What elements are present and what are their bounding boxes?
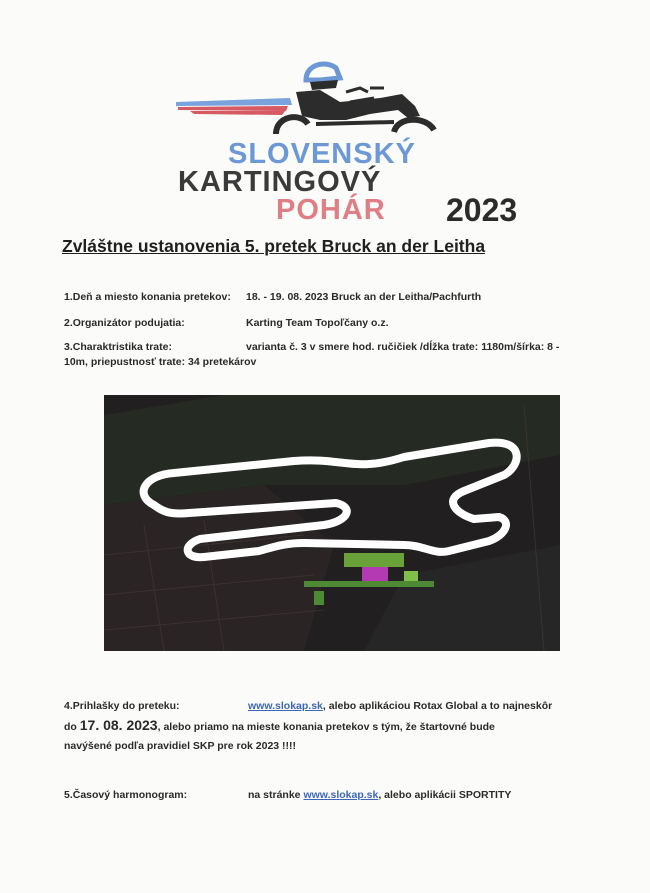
item-date-value: 18. - 19. 08. 2023 Bruck an der Leitha/Pachfurth: [246, 291, 482, 303]
item-registration-line2: [64, 717, 495, 733]
item-track-label: 3.Charaktristika trate:: [64, 341, 172, 353]
registration-link[interactable]: www.slokap.sk: [248, 700, 323, 712]
item-organizer-label: 2.Organizátor podujatia:: [64, 317, 185, 329]
item-registration-line3: [64, 740, 296, 752]
item-track-value-line1: varianta č. 3 v smere hod. ručičiek /dĺžka trate: 1180m/šírka: 8 -: [246, 341, 560, 353]
year-label: 2023: [446, 192, 518, 228]
item-registration-label: 4.Prihlašky do preteku:: [64, 700, 180, 712]
schedule-suffix: , alebo aplikácii SPORTITY: [378, 789, 512, 801]
page-title: Zvláštne ustanovenia 5. pretek Bruck an der Leitha: [62, 236, 486, 256]
registration-line3: navýšené podľa pravidiel SKP pre rok 2023 !!!!: [64, 740, 297, 752]
registration-text1: , alebo aplikáciou Rotax Global a to najneskôr: [322, 700, 553, 712]
item-organizer-value: Karting Team Topoľčany o.z.: [246, 317, 389, 329]
registration-deadline: 17. 08. 2023: [79, 717, 158, 733]
schedule-prefix: na stránke: [248, 789, 304, 801]
item-date-label: 1.Deň a miesto konania pretekov:: [64, 291, 231, 303]
logo-word-pohar: POHÁR: [276, 194, 386, 226]
schedule-link[interactable]: www.slokap.sk: [303, 789, 379, 801]
item-track-value-line2: 10m, priepustnosť trate: 34 pretekárov: [64, 356, 257, 368]
logo-word-slovensky: SLOVENSKÝ: [228, 138, 416, 170]
track-aerial-map: [104, 395, 560, 651]
registration-line2-prefix: do: [64, 721, 80, 733]
item-schedule-label: 5.Časový harmonogram:: [64, 789, 188, 801]
logo-word-kartingovy: KARTINGOVÝ: [178, 166, 382, 198]
registration-line2-suffix: , alebo priamo na mieste konania pretekov s tým, že štartovné bude: [157, 721, 495, 733]
